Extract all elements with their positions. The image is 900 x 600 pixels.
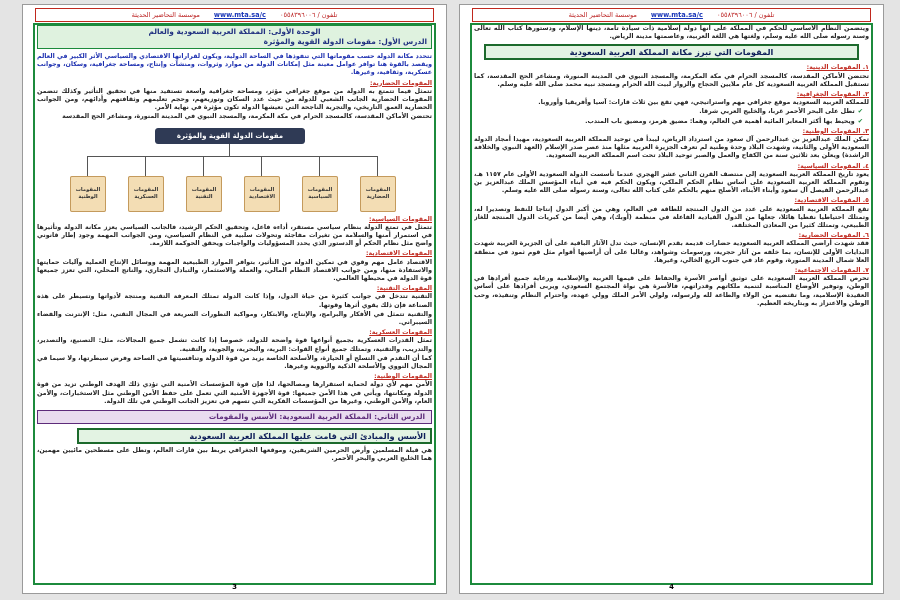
section-heading-national: المقومات الوطنية: bbox=[374, 373, 432, 381]
section-heading-social: ٧. المقومات الاجتماعية: bbox=[794, 267, 869, 275]
page-number: 3 bbox=[232, 583, 237, 591]
pol-paragraph: تتمثل في تمتع الدولة بنظام سياسي مستقر، أداءه فاعل، وتحقيق الحكم الرشيد، فالجانب السياسي يعزز مكانة الدولة وتأثيرها في استمرار أمنها والسلامة من تغيرات مفاجئة وتحولات سلبية في النظام السياسي، ومن الجوانب المهمة وجود إطار قانوني واضح مثل نظام الحكم أو الدستور الذي يحدد المسؤوليات والواجبات ويحقق الحوكمة اللازمة. bbox=[37, 223, 432, 248]
header-institution: موسسة التحاضير الحديثة bbox=[568, 11, 637, 19]
diagram-box: المقومات السياسية bbox=[302, 176, 338, 212]
foundations-title: الأسس والمبادئ التي قامت عليها المملكة العربية السعودية bbox=[77, 428, 432, 444]
political-paragraph: يعود تاريخ المملكة العربية السعودية إلى منتصف القرن الثاني عشر الهجري عندما تأسست الدولة السعودية الأولى عام ١١٥٧ هـ، وتقوم المملكة العربية السعودية على أساس نظام الحكم الملكي، ويكون الحكم فيه في أبناء المؤسس الملك عبدالعزيز بن عبدالرحمن الفيصل آل سعود وأبناء الأبناء، الأصلح منهم بالحكم على كتاب الله تعالى، وسنة رسوله صلى الله عليه وسلم. bbox=[474, 170, 869, 195]
page-number: 4 bbox=[669, 583, 674, 591]
section-heading-geographic: ٢. المقومات الجغرافية: bbox=[796, 91, 869, 99]
page-header bbox=[472, 8, 871, 22]
nat-paragraph: الأمن مهم لأي دولة لحماية استقرارها ومصالحها، لذا فإن قوة المؤسسات الأمنية التي تؤدي ذلك الهدف الوطني تزيد من قوة الدولة ومكانتها، ويأتي في هذا الأمن جميعها: قوة الأجهزة الأمنية التي تعمل على حفظ الأمن الوطني مثل الاستخبارات، والأمن العام، والأمن الوطني، وغيرها من المؤسسات الفكرية التي تسهم في تعزيز الجانب الوطني في تلك الدولة. bbox=[37, 381, 432, 405]
unit-title: الوحدة الأولى: المملكة العربية السعودية والعالم bbox=[148, 27, 321, 36]
foundations-paragraph: هي قبلة المسلمين وأرض الحرمين الشريفين، وموقعها الجغرافي يربط بين قارات العالم، وتطل على مسطحين مائيين مهمين، هما الخليج العربي والبحر الأحمر. bbox=[37, 447, 432, 463]
header-website-link[interactable]: www.mta.sa/c bbox=[650, 11, 703, 19]
section-heading-religious: ١. المقومات الدينية: bbox=[806, 64, 869, 72]
section-heading-military: المقومات العسكرية: bbox=[369, 329, 432, 337]
diagram-box: المقومات الحضارية bbox=[360, 176, 396, 212]
checkmark-icon: ✔ bbox=[857, 108, 863, 116]
tech-paragraph: التقنية تتدخل في جوانب كثيرة من حياة الدول، وإذا كانت الدولة تمتلك المعرفة التقنية ومنتجة لأدواتها وتسيطر على هذه الصناعة فإن ذلك يقوي أثرها وقوتها. bbox=[37, 293, 432, 309]
page-content bbox=[474, 25, 869, 575]
diagram-connector bbox=[319, 156, 320, 176]
civ-paragraph: تتمثل فيما تتمتع به الدولة من موقع جغرافي مؤثر، ومساحة جغرافية واسعة تستفيد منها في تحقيق التأثير وكذلك تتضمن المقومات الحضارية الجانب الشعبي للدولة من حيث عدد السكان وتوزيعهم، وحجم تعليمهم وثقافتهم وأدائهم، ومن الجوانب الحضارية العمق التاريخي، والتجربة الناجحة التي تعيشها الدولة تكون مؤثرة في نهاية الأمر. bbox=[37, 87, 432, 112]
document-page-3 bbox=[22, 4, 447, 594]
eco-paragraph: الاقتصاد عامل مهم وقوي في تمكين الدولة من التأثير، بتوافر الموارد الطبيعية المهمة ووسائل الإنتاج العملية وآليات حمايتها والاستفادة منها، ومن جوانب الاقتصاد النظام المالي، والعملة والاستثمار، والتبادل التجاري، والناتج المحلي، التي تعزز جميعها قوة الدولة في محيطها العالمي. bbox=[37, 258, 432, 283]
section-heading-national: ٣. المقومات الوطنية: bbox=[802, 127, 869, 135]
mil-paragraph: تمثل القدرات العسكرية بجميع أنواعها قوة واضحة للدولة، خصوصا إذا كانت تشمل جميع المجالات، مثل: التصنيع، والتصدير، والتدريب، والتقنية، وتمتلك جميع أنواع القوات: البرية، والبحرية، والجوية، والتقنية. bbox=[37, 337, 432, 353]
checkmark-icon: ✔ bbox=[857, 117, 863, 125]
page-header bbox=[35, 8, 434, 22]
section-heading-political: ٤. المقومات السياسية: bbox=[797, 162, 869, 170]
national-paragraph: تمكن الملك عبدالعزيز بن عبدالرحمن آل سعود من استرداد الرياض، ليبدأ في توحيد المملكة العربية السعودية، مهيدا أمجاد الدولة السعودية الأولى والثانية، وشهدت البلاد وحدة وطنية لم تعرف الجزيرة العربية مثلها منذ عصر صدر الإسلام (العهد النبوي والخلافة الراشدة) ويعلن بعد ثلاثين سنة من الكفاح والعمل والصبر توحيد البلاد تحت اسم المملكة العربية السعودية. bbox=[474, 136, 869, 160]
diagram-box: المقومات التقنية bbox=[186, 176, 222, 212]
section-heading-political: المقومات السياسية: bbox=[369, 215, 432, 223]
unit-title-box bbox=[37, 25, 432, 49]
list-item: ✔تطل على البحر الأحمر غربا، والخليج العربي شرقا. bbox=[699, 108, 863, 116]
economic-paragraph: تقع المملكة العربية السعودية على عدد من الدول المنتجة للطاقة في العالم، وهي من أكبر الدول إنتاجا للنفط وتصديرا له، وتمتلك احتياطيا نفطيا هائلا، جعلها من الدول القيادية الفاعلة في منظمة (أوبك)، وهي أيضا من كبريات الدول المنتجة للغاز الطبيعي، وتمتلك كثيرا من المعادن المختلفة. bbox=[474, 205, 869, 230]
lesson-title: الدرس الأول: مقومات الدولة القوية والمؤثرة bbox=[263, 37, 427, 46]
header-institution: موسسة التحاضير الحديثة bbox=[131, 11, 200, 19]
intro-paragraph: تتحدد مكانة الدولة حسب مقوماتها التي تنفوذها في الساحة الدولية، ويكون لقراراتها الاقتصادي والسياسي الأثر الكبير في العالم ويقصد بالقوة هنا توافر عوامل معينة مثل إمكانات الدولة من موارد وثروات، ومنشآت وإنتاج، ومساحة جغرافية، وسكان، وجوانب عسكرية، وثقافية، وغيرها. bbox=[37, 53, 432, 77]
geographic-paragraph: للمملكة العربية السعودية موقع جغرافي مهم واستراتيجي، فهي تقع بين ثلاث قارات: آسيا وأفريقيا وأوروبا. bbox=[538, 99, 869, 107]
list-item: ✔ويحيط بها أكثر المعابر المائية أهمية في العالم، وهما: مضيق هرمز، ومضيق باب المندب. bbox=[585, 117, 863, 125]
diagram-connector bbox=[377, 156, 378, 176]
page-content bbox=[37, 25, 432, 575]
diagram-connector bbox=[261, 156, 262, 176]
geographic-list bbox=[474, 108, 869, 125]
diagram-title: مقومات الدولة القوية والمؤثرة bbox=[155, 128, 305, 144]
section-heading-economic: المقومات الاقتصادية: bbox=[365, 250, 432, 258]
header-phone: تلفون / ٠٥٥٨٣٩٦٠٠٦ bbox=[716, 11, 775, 19]
document-page-4 bbox=[459, 4, 884, 594]
diagram-box: المقومات العسكرية bbox=[128, 176, 164, 212]
lesson-2-title: الدرس الثاني: المملكة العربية السعودية: الأسس والمقومات bbox=[37, 410, 432, 424]
diagram-box: المقومات الاقتصادية bbox=[244, 176, 280, 212]
section-heading-civilizational: المقومات الحضارية: bbox=[370, 79, 432, 87]
religious-paragraph: تحتضن الأماكن المقدسة، كالمسجد الحرام في مكة المكرمة، والمسجد النبوي في المدينة المنورة، ومشاعر الحج المقدسة، كما تستقبل المملكة العربية السعودية كل عام ملايين الحجاج والزوار لبيت الله الحرام ومسجد نبيه محمد صلى الله عليه وسلم. bbox=[474, 72, 869, 88]
intro-paragraph: ويتضمن النظام الأساسي للحكم في المملكة على أنها دولة إسلامية ذات سيادة تامة، دينها الإسلام، ودستورها كتاب الله تعالى وسنة رسوله صلى الله عليه وسلم، ولغتها هي اللغة العربية، وعاصمتها مدينة الرياض. bbox=[474, 25, 869, 41]
social-paragraph: تحرص المملكة العربية السعودية على توثيق أواصر الأسرة والحفاظ على قيمها العربية والإسلامية ورعاية جميع أفرادها في الوطن، وتوفير الأوضاع المناسبة لتنمية ملكاتهم وقدراتهم، فالأسرة هي نواة المجتمع السعودي، ويربى أفرادها على أساس العقيدة الإسلامية، وما تقتضيه من الولاء والطاعة لله ولرسوله، ولولي الأمر الملك وولي عهده، واحترام النظام وتنفيذه، وحب الوطن والاعتزاز به وبتاريخه العظيم. bbox=[474, 275, 869, 307]
diagram-connector bbox=[87, 156, 88, 176]
section-heading-civilizational: ٦. المقومات الحضارية: bbox=[798, 232, 869, 240]
header-website-link[interactable]: www.mta.sa/c bbox=[213, 11, 266, 19]
tech-paragraph-2: والتقنية تتمثل في الأفكار والبرامج، والإنتاج، والابتكار، ومواكبة التطورات السريعة في المجال التقني، مثل: الإنترنت والفضاء السيبراني. bbox=[37, 310, 432, 327]
main-title: المقومات التي تبرز مكانة المملكة العربية السعودية bbox=[484, 44, 859, 60]
diagram-box: المقومات الوطنية bbox=[70, 176, 106, 212]
civ-paragraph-2: تحتضن الأماكن المقدسة، كالمسجد الحرام في مكة المكرمة، والمسجد النبوي في المدينة المنورة، ومشاعر الحج المقدسة bbox=[62, 113, 432, 121]
diagram-connector bbox=[203, 156, 204, 176]
header-phone: تلفون / ٠٥٥٨٣٩٦٠٠٦ bbox=[279, 11, 338, 19]
diagram-connector bbox=[229, 144, 230, 156]
section-heading-technical: المقومات التقنية: bbox=[376, 285, 432, 293]
diagram-connector bbox=[145, 156, 146, 176]
mil-paragraph-2: كما أن التقدم في التسلح أو الحيازة، والأسلحة الخاصة يزيد من قوة الدولة وتنافسيتها في الساحة وفرض سيطرتها، ولا سيما في المجال النووي والأسلحة الذكية والنووية وغيرها. bbox=[37, 354, 432, 371]
hierarchy-diagram bbox=[37, 126, 432, 212]
diagram-connector bbox=[87, 156, 377, 157]
civilizational-paragraph: فقد شهدت أراضي المملكة العربية السعودية حضارات قديمة بقدم الإنسان، حيث تدل الآثار الباقية على أن الجزيرة العربية شهدت البدايات الأولى للإنسان، بما خلفه من آثار حجرية، ورسومات وشواهد، وغالبا على أن أراضيها أقوام مثل قوم ثمود في منطقة العلا شمال المدينة المنورة، وقوم عاد في جنوب الربع الخالي، وغيرها. bbox=[474, 240, 869, 264]
section-heading-economic: ٥. المقومات الاقتصادية: bbox=[794, 197, 869, 205]
